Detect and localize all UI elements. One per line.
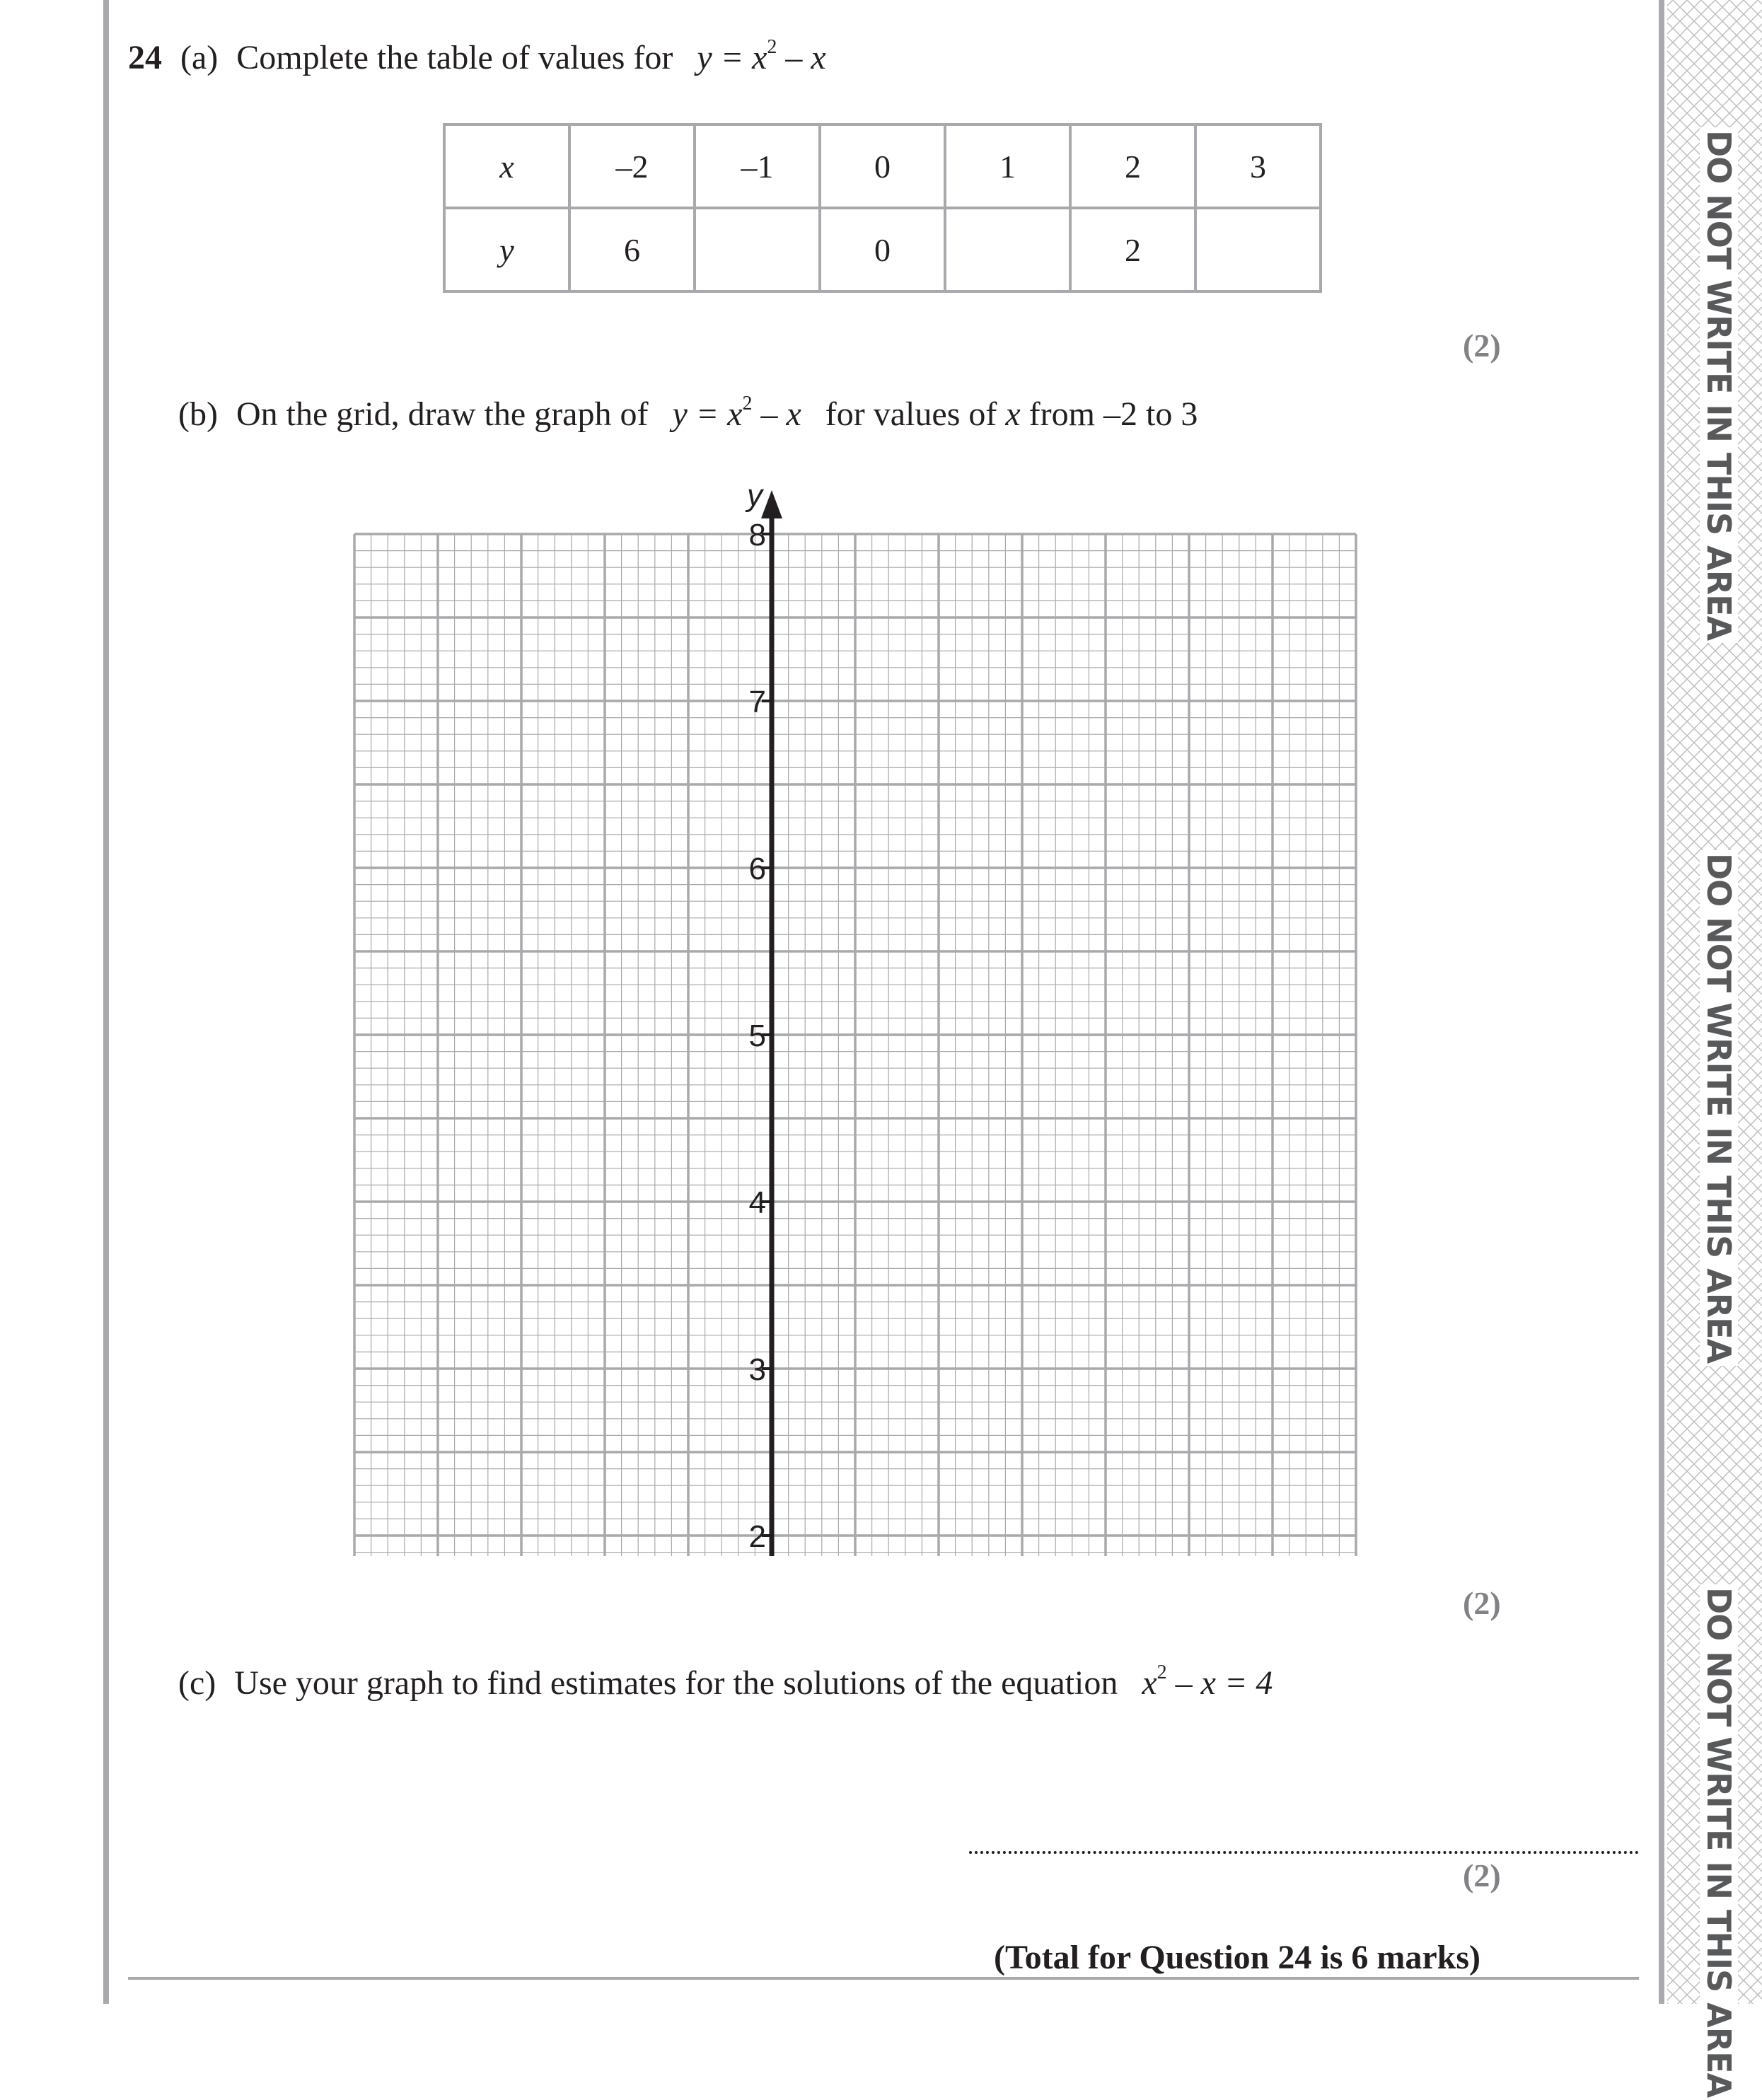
y-tick-label: 7 [748,685,766,719]
margin-notice: DO NOT WRITE IN THIS AREA [1700,850,1738,1366]
part-b-marks: (2) [1463,1585,1501,1621]
table-of-values [443,123,1322,293]
table-row-y [444,208,1321,291]
table-cell-x: –2 [569,124,695,208]
table-header-y: y [444,208,569,291]
part-b-label: (b) [178,395,218,433]
table-cell-y-answer[interactable] [945,208,1070,291]
table-cell-y: 2 [1070,208,1195,291]
part-c-marks: (2) [1463,1857,1501,1893]
total-marks: (Total for Question 24 is 6 marks) [994,1939,1481,1976]
margin-notice: DO NOT WRITE IN THIS AREA [1700,127,1738,643]
part-c-text: Use your graph to find estimates for the solutions of the equation [234,1664,1118,1702]
table-cell-x: 0 [820,124,945,208]
question-number: 24 [128,39,162,76]
table-cell-x: –1 [695,124,820,208]
y-tick-label: 4 [748,1185,766,1220]
axes [352,490,1414,1556]
table-cell-x: 1 [945,124,1070,208]
part-a-label: (a) [180,39,219,76]
part-b-equation: $y = x^2 - x$ [672,393,801,433]
part-b-text: On the grid, draw the graph of [236,395,649,433]
part-a-equation: $y = x^2 - x$ [697,36,826,76]
table-row-x [444,124,1321,208]
question-24-part-b-prompt [178,393,1198,433]
y-tick-label: 8 [748,518,766,552]
y-axis-label: y [747,478,763,513]
margin-notice: DO NOT WRITE IN THIS AREA [1700,1584,1738,2100]
y-axis-arrow [761,490,782,518]
part-a-text: Complete the table of values for [236,39,673,76]
part-a-marks: (2) [1463,327,1501,364]
y-tick-label: 2 [748,1519,766,1554]
question-24-part-c-prompt [178,1661,1273,1702]
y-tick-label: 6 [748,852,766,886]
answer-line[interactable] [969,1851,1639,1854]
table-cell-x: 2 [1070,124,1195,208]
table-header-x: x [444,124,569,208]
table-cell-y-answer[interactable] [695,208,820,291]
y-tick-label: 5 [748,1019,766,1053]
table-cell-y: 0 [820,208,945,291]
part-b-text-range: for values of x from –2 to 3 [825,395,1198,433]
table-cell-y-answer[interactable] [1195,208,1321,291]
y-tick-label: 3 [748,1352,766,1387]
do-not-write-margin [1659,0,1762,2098]
tick-labels [418,478,1416,1556]
left-margin-rule [103,0,109,2004]
coordinate-grid[interactable] [332,477,1422,1556]
question-24-part-a-prompt [128,36,826,76]
part-c-equation: $x^2 - x = 4$ [1142,1661,1273,1702]
table-cell-y: 6 [569,208,695,291]
bottom-rule [128,1977,1639,1980]
table-cell-x: 3 [1195,124,1321,208]
part-c-label: (c) [178,1664,216,1702]
